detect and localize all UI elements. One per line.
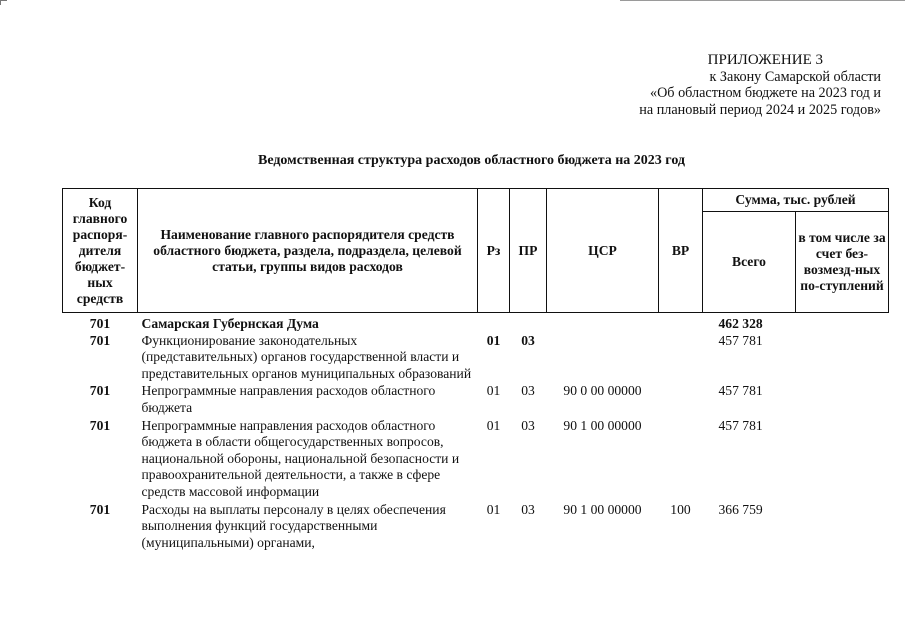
row-vr: 100 (670, 501, 691, 517)
row-csr (547, 333, 659, 384)
row-vr (659, 418, 703, 502)
row-name: Расходы на выплаты персоналу в целях обеспечения выполнения функций государственными (муниципальными) органами, (141, 501, 446, 550)
header-vr: ВР (659, 189, 703, 313)
document-title: Ведомственная структура расходов областного бюджета на 2023 год (257, 153, 685, 168)
table-row (63, 383, 889, 417)
scan-edge-line (620, 0, 905, 1)
row-pr: 03 (521, 332, 535, 348)
row-gratuitous (796, 313, 889, 333)
header-name: Наименование главного распорядителя средств областного бюджета, раздела, подраздела, целевой статьи, группы видов расходов (138, 189, 478, 313)
row-pr: 03 (521, 501, 535, 517)
row-total: 457 781 (718, 383, 763, 399)
header-code: Код главного распоря-дителя бюджет-ных средств (63, 189, 138, 313)
row-rz: 01 (486, 501, 501, 517)
row-rz: 01 (486, 383, 501, 399)
table-header (63, 189, 889, 313)
header-gratuitous: в том числе за счет без-возмезд-ных по-ступлений (796, 212, 889, 313)
row-name: Функционирование законодательных (представительных) органов государственной власти и представительных органов муниципальных образований (141, 332, 472, 381)
header-total: Всего (703, 212, 796, 313)
row-gratuitous (796, 502, 889, 552)
appendix-title: ПРИЛОЖЕНИЕ 3 (707, 52, 823, 68)
row-code: 701 (89, 332, 111, 348)
row-total: 366 759 (718, 501, 763, 517)
row-pr (510, 313, 547, 333)
row-vr (659, 313, 703, 333)
table-row (63, 502, 889, 552)
row-rz: 01 (486, 417, 501, 433)
appendix-header (639, 52, 881, 118)
header-sum-group: Сумма, тыс. рублей (703, 189, 889, 212)
row-gratuitous (796, 383, 889, 417)
header-pr: ПР (510, 189, 547, 313)
row-rz: 01 (486, 332, 501, 348)
row-code: 701 (89, 316, 111, 331)
row-name: Непрограммные направления расходов областного бюджета (141, 383, 436, 415)
row-total: 462 328 (718, 316, 763, 331)
row-name: Непрограммные направления расходов областного бюджета в области общегосударственных вопросов, национальной обороны, национальной безопасности и правоохранительной деятельности, а также в сфере средств массовой информации (141, 417, 460, 499)
row-name: Самарская Губернская Дума (141, 316, 319, 331)
table-row (63, 418, 889, 502)
row-pr: 03 (521, 417, 535, 433)
row-code: 701 (89, 501, 111, 517)
table-row (63, 313, 889, 333)
row-rz (478, 313, 510, 333)
row-csr: 90 1 00 00000 (563, 501, 642, 517)
row-total: 457 781 (718, 332, 763, 348)
appendix-line-2: «Об областном бюджете на 2023 год и (649, 85, 881, 101)
row-vr (659, 333, 703, 384)
row-gratuitous (796, 418, 889, 502)
row-csr: 90 0 00 00000 (563, 383, 642, 399)
row-vr (659, 383, 703, 417)
table-row (63, 333, 889, 384)
row-code: 701 (89, 383, 111, 399)
row-csr (547, 313, 659, 333)
appendix-line-3: на плановый период 2024 и 2025 годов» (639, 101, 881, 118)
row-code: 701 (89, 417, 111, 433)
row-csr: 90 1 00 00000 (563, 417, 642, 433)
header-rz: Рз (478, 189, 510, 313)
row-gratuitous (796, 333, 889, 384)
row-total: 457 781 (718, 417, 763, 433)
table-body (63, 313, 889, 552)
scan-corner-mark (0, 0, 7, 5)
row-pr: 03 (521, 383, 535, 399)
budget-table (62, 188, 889, 551)
header-csr: ЦСР (547, 189, 659, 313)
appendix-line-1: к Закону Самарской области (709, 68, 881, 85)
